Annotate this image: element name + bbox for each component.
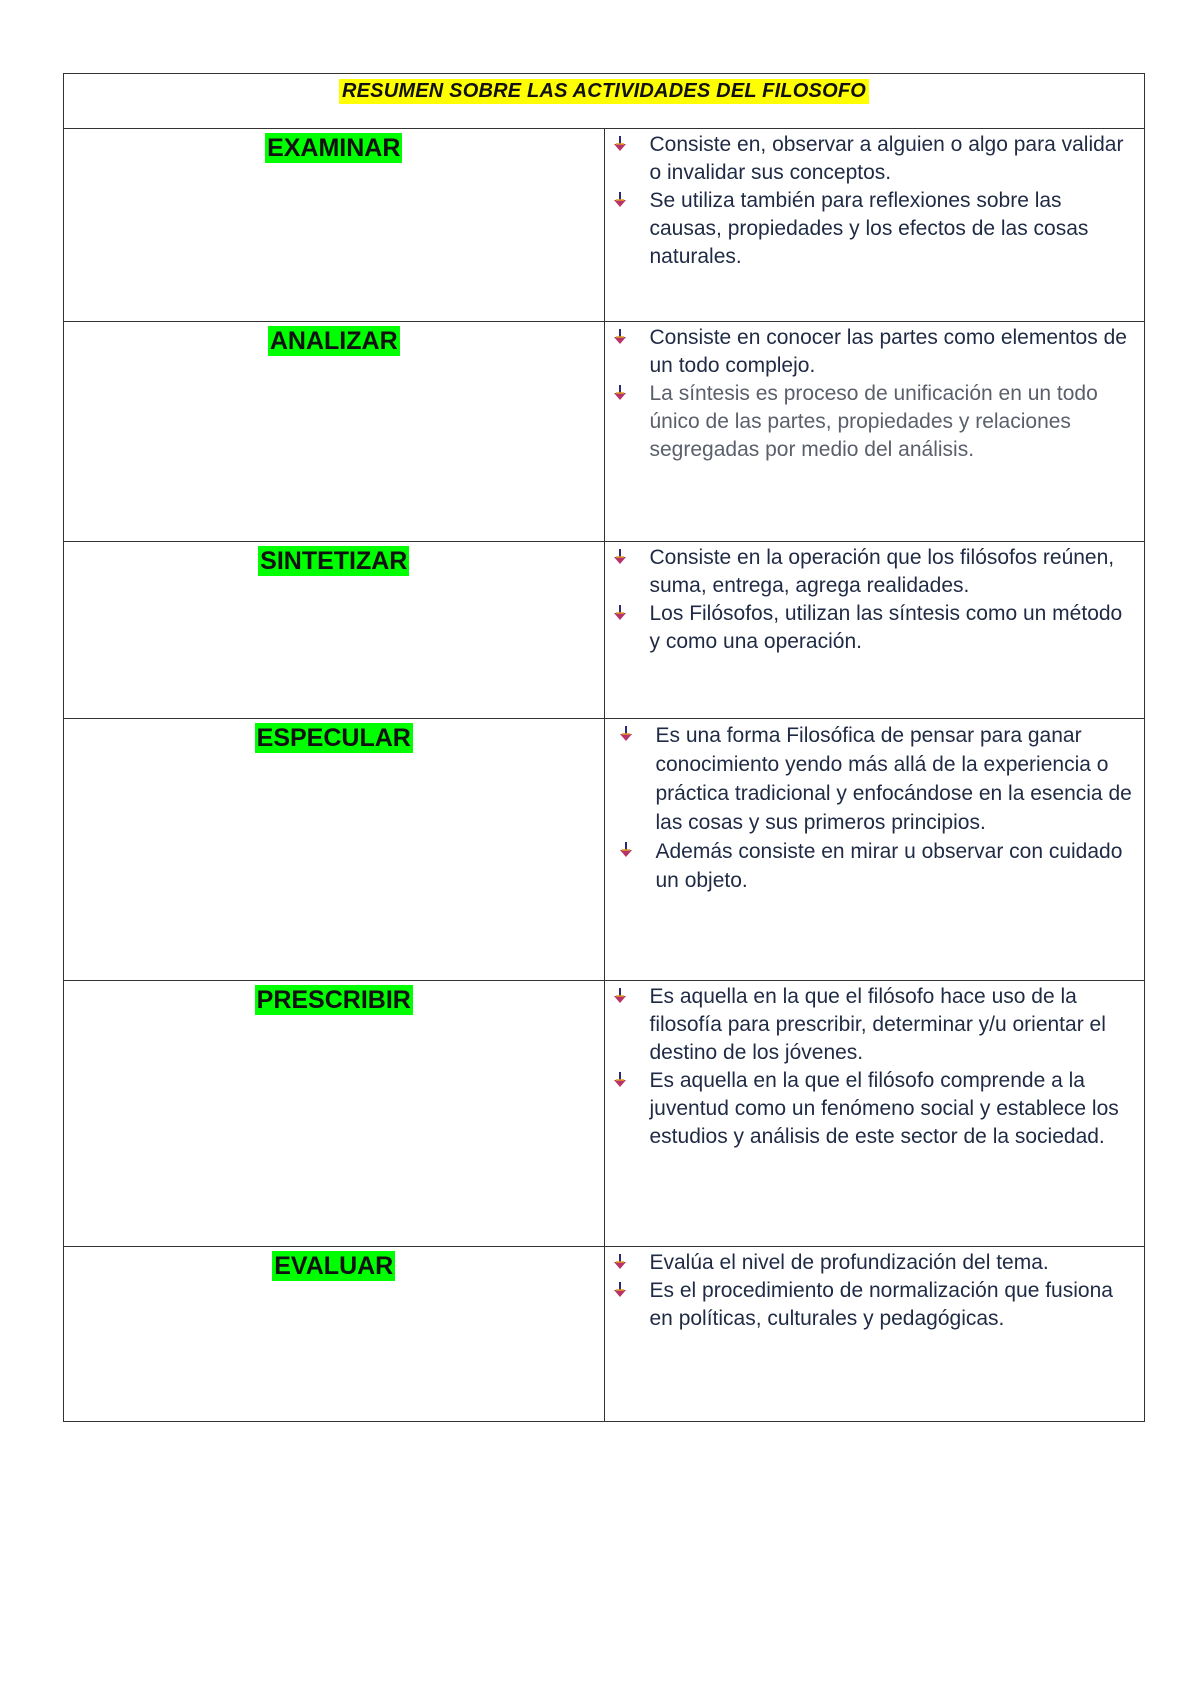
- list-item: [650, 131, 1135, 187]
- arrow-down-bullet-icon: [613, 549, 627, 565]
- description-cell: [604, 542, 1145, 719]
- description-cell: [604, 1247, 1145, 1422]
- title-row: [64, 74, 1145, 129]
- list-item-text: Es el procedimiento de normalización que fusiona en políticas, culturales y pedagógicas.: [649, 1279, 1113, 1330]
- bullet-list: [605, 544, 1145, 656]
- bullet-list: [605, 324, 1145, 464]
- bullet-list: [605, 721, 1145, 895]
- table-row: [64, 981, 1145, 1247]
- list-item-text: Los Filósofos, utilizan las síntesis como un método y como una operación.: [649, 602, 1123, 653]
- table-row: [64, 1247, 1145, 1422]
- arrow-down-bullet-icon: [619, 726, 633, 742]
- label-cell: [64, 719, 605, 981]
- table-row: [64, 322, 1145, 542]
- activity-label-evaluar: EVALUAR: [274, 1252, 394, 1280]
- label-cell: [64, 129, 605, 322]
- arrow-down-bullet-icon: [613, 1254, 627, 1270]
- arrow-down-bullet-icon: [613, 988, 627, 1004]
- list-item: [650, 187, 1135, 271]
- list-item-text: Es una forma Filosófica de pensar para ganar conocimiento yendo más allá de la experiencia o práctica tradicional y enfocándose en la esencia de las cosas y sus primeros principios.: [655, 724, 1132, 834]
- bullet-list: [605, 131, 1145, 271]
- list-item-text: Consiste en, observar a alguien o algo para validar o invalidar sus conceptos.: [649, 133, 1124, 184]
- arrow-down-bullet-icon: [613, 1072, 627, 1088]
- list-item: [650, 1277, 1135, 1333]
- list-item: [650, 324, 1135, 380]
- list-item-text: Consiste en conocer las partes como elementos de un todo complejo.: [649, 326, 1127, 377]
- summary-table: [63, 73, 1145, 1422]
- label-cell: [64, 981, 605, 1247]
- list-item-text: Se utiliza también para reflexiones sobre las causas, propiedades y los efectos de las cosas naturales.: [649, 189, 1089, 268]
- activity-label-examinar: EXAMINAR: [267, 134, 401, 162]
- description-cell: [604, 719, 1145, 981]
- list-item: [650, 983, 1135, 1067]
- arrow-down-bullet-icon: [619, 842, 633, 858]
- list-item-text: Consiste en la operación que los filósofos reúnen, suma, entrega, agrega realidades.: [649, 546, 1115, 597]
- activity-label-especular: ESPECULAR: [256, 724, 411, 752]
- arrow-down-bullet-icon: [613, 329, 627, 345]
- description-cell: [604, 322, 1145, 542]
- arrow-down-bullet-icon: [613, 192, 627, 208]
- list-item: [656, 837, 1135, 895]
- list-item: [650, 544, 1135, 600]
- list-item-text: La síntesis es proceso de unificación en un todo único de las partes, propiedades y relaciones segregadas por medio del análisis.: [649, 382, 1098, 461]
- list-item-text: Es aquella en la que el filósofo hace uso de la filosofía para prescribir, determinar y/u orientar el destino de los jóvenes.: [649, 985, 1106, 1064]
- label-cell: [64, 322, 605, 542]
- table-row: [64, 719, 1145, 981]
- arrow-down-bullet-icon: [613, 385, 627, 401]
- list-item-text: Evalúa el nivel de profundización del tema.: [649, 1251, 1049, 1274]
- activity-label-sintetizar: SINTETIZAR: [260, 547, 408, 575]
- activity-label-analizar: ANALIZAR: [269, 327, 398, 355]
- list-item: [650, 1249, 1135, 1277]
- arrow-down-bullet-icon: [613, 1282, 627, 1298]
- table-row: [64, 129, 1145, 322]
- arrow-down-bullet-icon: [613, 605, 627, 621]
- list-item: [650, 600, 1135, 656]
- list-item: [656, 721, 1135, 837]
- list-item: [650, 1067, 1135, 1151]
- title-cell: [64, 74, 1145, 129]
- label-cell: [64, 542, 605, 719]
- activity-label-prescribir: PRESCRIBIR: [256, 986, 411, 1014]
- table-title: RESUMEN SOBRE LAS ACTIVIDADES DEL FILOSOFO: [339, 79, 869, 104]
- list-item-text: Además consiste en mirar u observar con cuidado un objeto.: [655, 840, 1123, 892]
- description-cell: [604, 981, 1145, 1247]
- arrow-down-bullet-icon: [613, 136, 627, 152]
- description-cell: [604, 129, 1145, 322]
- label-cell: [64, 1247, 605, 1422]
- list-item-text: Es aquella en la que el filósofo comprende a la juventud como un fenómeno social y establece los estudios y análisis de este sector de la sociedad.: [649, 1069, 1119, 1148]
- bullet-list: [605, 983, 1145, 1151]
- table-row: [64, 542, 1145, 719]
- bullet-list: [605, 1249, 1145, 1333]
- list-item: [650, 380, 1135, 464]
